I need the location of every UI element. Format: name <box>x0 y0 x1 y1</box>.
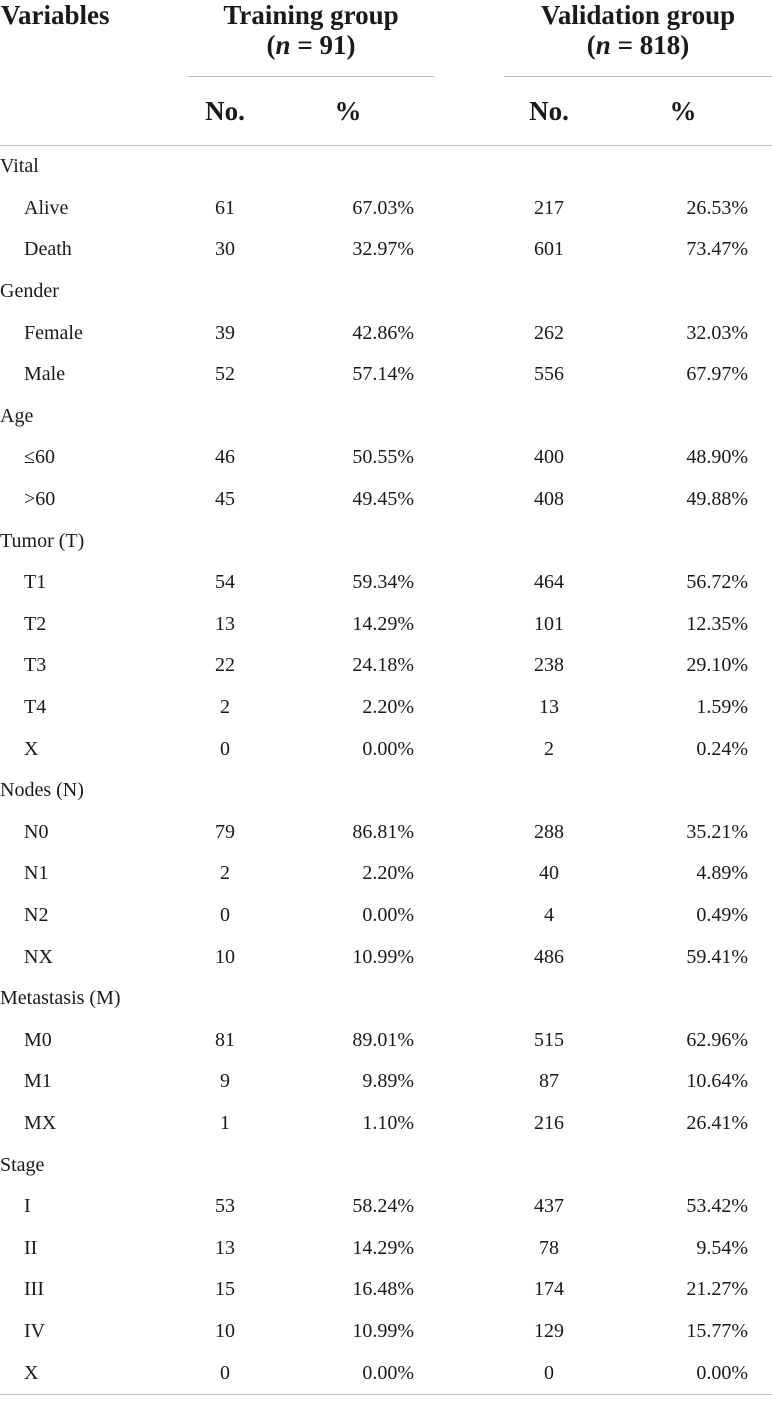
header-gap <box>434 0 504 77</box>
row-label: N0 <box>24 820 49 843</box>
training-no-cell: 61 <box>215 196 235 219</box>
training-no-cell: 1 <box>220 1111 230 1134</box>
gap-cell <box>434 229 504 271</box>
validation-no-cell: 437 <box>534 1195 564 1218</box>
validation-no-cell: 217 <box>534 196 564 219</box>
validation-no-cell: 40 <box>539 862 559 885</box>
training-no-cell: 2 <box>220 696 230 719</box>
validation-no-cell: 216 <box>534 1111 564 1134</box>
training-no-cell: 13 <box>215 612 235 635</box>
section-title: Metastasis (M) <box>0 987 121 1010</box>
validation-no-cell: 556 <box>534 363 564 386</box>
training-pct-cell: 0.00% <box>362 737 414 760</box>
gap-cell <box>434 479 504 521</box>
training-group-title: Training group <box>223 0 399 30</box>
training-pct-cell: 10.99% <box>352 945 414 968</box>
validation-pct-cell: 73.47% <box>686 238 749 261</box>
gap-cell <box>434 188 504 230</box>
table-row <box>0 188 772 230</box>
validation-pct-cell: 56.72% <box>686 571 749 594</box>
training-group-n: (n = 91) <box>266 30 356 60</box>
validation-no-cell: 238 <box>534 654 564 677</box>
section-header-row <box>0 978 772 1020</box>
row-label: X <box>0 1352 188 1394</box>
gap-cell <box>434 1227 504 1269</box>
gap-cell <box>434 1103 504 1145</box>
training-pct-cell: 86.81% <box>352 820 414 843</box>
row-label: M1 <box>24 1070 52 1093</box>
section-header-row <box>0 1144 772 1186</box>
gap-cell <box>434 687 504 729</box>
validation-no-cell: 4 <box>544 903 554 926</box>
table-row <box>0 1186 772 1228</box>
gap-cell <box>434 1019 504 1061</box>
gap-cell <box>434 1269 504 1311</box>
training-group-header <box>188 0 434 77</box>
row-label: MX <box>24 1111 57 1134</box>
validation-no-cell: 400 <box>534 446 564 469</box>
row-label: Alive <box>24 196 69 219</box>
section-title: Stage <box>0 1153 45 1176</box>
table-row <box>0 1103 772 1145</box>
table-body <box>0 146 772 1395</box>
validation-pct-cell: 0.24% <box>696 737 749 760</box>
gap-cell <box>434 853 504 895</box>
row-label: NX <box>24 945 53 968</box>
training-no-cell: 30 <box>215 238 235 261</box>
row-label: Death <box>24 238 72 261</box>
training-pct-cell: 0.00% <box>262 1352 434 1394</box>
table-row <box>0 895 772 937</box>
validation-no-cell: 78 <box>539 1236 559 1259</box>
table-row <box>0 645 772 687</box>
training-no-cell: 15 <box>215 1278 235 1301</box>
row-label: X <box>24 737 39 760</box>
validation-n-symbol: n <box>595 30 611 60</box>
gap-cell <box>434 812 504 854</box>
training-n-value: = 91) <box>297 30 356 60</box>
training-no-cell: 53 <box>215 1195 235 1218</box>
validation-pct-cell: 15.77% <box>686 1319 749 1342</box>
table-row <box>0 312 772 354</box>
training-pct-cell: 10.99% <box>352 1319 414 1342</box>
validation-no-cell: 515 <box>534 1028 564 1051</box>
row-label: T2 <box>24 612 47 635</box>
header-blank <box>0 77 188 146</box>
training-no-cell: 39 <box>215 321 235 344</box>
validation-no-cell: 408 <box>534 488 564 511</box>
training-no-cell: 81 <box>215 1028 235 1051</box>
row-label: T1 <box>24 571 47 594</box>
section-header-row <box>0 396 772 438</box>
section-header-row <box>0 520 772 562</box>
validation-pct-cell: 67.97% <box>686 363 749 386</box>
gap-cell <box>434 1311 504 1353</box>
gap-cell <box>434 1186 504 1228</box>
training-no-cell: 22 <box>215 654 235 677</box>
section-title: Tumor (T) <box>0 529 85 552</box>
section-title: Gender <box>0 280 59 303</box>
validation-pct-cell: 48.90% <box>686 446 749 469</box>
training-pct-cell: 14.29% <box>352 612 414 635</box>
training-no-cell: 52 <box>215 363 235 386</box>
gap-cell <box>434 895 504 937</box>
training-no-header: No. <box>188 77 262 146</box>
training-pct-cell: 89.01% <box>352 1028 414 1051</box>
row-label: Male <box>24 363 66 386</box>
table-row <box>0 1352 772 1394</box>
validation-no-cell: 486 <box>534 945 564 968</box>
validation-no-cell: 288 <box>534 820 564 843</box>
training-n-symbol: n <box>275 30 291 60</box>
row-label: ≤60 <box>24 446 55 469</box>
section-header-row <box>0 271 772 313</box>
header-row-columns <box>0 77 772 146</box>
section-title: Vital <box>0 155 39 178</box>
row-label: II <box>24 1236 38 1259</box>
table-row <box>0 728 772 770</box>
gap-cell <box>434 645 504 687</box>
table-row <box>0 1269 772 1311</box>
validation-no-cell: 0 <box>504 1352 594 1394</box>
validation-no-cell: 262 <box>534 321 564 344</box>
table-row <box>0 1311 772 1353</box>
validation-group-header <box>504 0 772 77</box>
validation-pct-cell: 1.59% <box>696 696 749 719</box>
gap-cell <box>434 437 504 479</box>
validation-pct-cell: 26.41% <box>686 1111 749 1134</box>
validation-no-cell: 87 <box>539 1070 559 1093</box>
table-header <box>0 0 772 146</box>
table-row <box>0 853 772 895</box>
validation-no-cell: 129 <box>534 1319 564 1342</box>
validation-no-cell: 601 <box>534 238 564 261</box>
table-row <box>0 229 772 271</box>
row-label: T3 <box>24 654 47 677</box>
section-title: Nodes (N) <box>0 779 84 802</box>
row-label: M0 <box>24 1028 52 1051</box>
validation-group-n: (n = 818) <box>586 30 690 60</box>
row-label: Female <box>24 321 83 344</box>
table-row <box>0 437 772 479</box>
training-pct-header: % <box>262 77 434 146</box>
validation-pct-cell: 21.27% <box>686 1278 749 1301</box>
training-no-cell: 10 <box>215 945 235 968</box>
table-row <box>0 562 772 604</box>
validation-pct-cell: 49.88% <box>686 488 749 511</box>
section-header-row <box>0 770 772 812</box>
row-label: III <box>24 1278 44 1301</box>
row-label: T4 <box>24 696 47 719</box>
gap-cell <box>434 1061 504 1103</box>
gap-cell <box>434 312 504 354</box>
table-row <box>0 354 772 396</box>
gap-cell <box>434 728 504 770</box>
validation-no-cell: 464 <box>534 571 564 594</box>
training-pct-cell: 2.20% <box>362 862 414 885</box>
validation-n-value: = 818) <box>617 30 690 60</box>
training-no-cell: 0 <box>188 1352 262 1394</box>
validation-pct-cell: 53.42% <box>686 1195 749 1218</box>
table-row <box>0 936 772 978</box>
gap-cell <box>434 1352 504 1394</box>
header-row-groups <box>0 0 772 77</box>
training-pct-cell: 42.86% <box>352 321 414 344</box>
validation-pct-cell: 62.96% <box>686 1028 749 1051</box>
training-pct-cell: 58.24% <box>352 1195 414 1218</box>
section-header-row <box>0 146 772 188</box>
gap-cell <box>434 604 504 646</box>
gap-cell <box>434 936 504 978</box>
training-pct-cell: 50.55% <box>352 446 414 469</box>
training-no-cell: 13 <box>215 1236 235 1259</box>
training-no-cell: 54 <box>215 571 235 594</box>
validation-no-cell: 174 <box>534 1278 564 1301</box>
training-no-cell: 46 <box>215 446 235 469</box>
validation-pct-cell: 9.54% <box>696 1236 749 1259</box>
header-gap-2 <box>434 77 504 146</box>
validation-pct-cell: 35.21% <box>686 820 749 843</box>
training-pct-cell: 67.03% <box>352 196 414 219</box>
validation-no-cell: 101 <box>534 612 564 635</box>
validation-pct-cell: 26.53% <box>686 196 749 219</box>
training-no-cell: 2 <box>220 862 230 885</box>
validation-pct-cell: 29.10% <box>686 654 749 677</box>
training-no-cell: 0 <box>220 737 230 760</box>
training-no-cell: 10 <box>215 1319 235 1342</box>
row-label: IV <box>24 1319 46 1342</box>
row-label: N2 <box>24 903 49 926</box>
training-no-cell: 0 <box>220 903 230 926</box>
table-row <box>0 812 772 854</box>
training-pct-cell: 59.34% <box>352 571 414 594</box>
validation-no-header: No. <box>504 77 594 146</box>
validation-no-cell: 2 <box>544 737 554 760</box>
validation-no-cell: 13 <box>539 696 559 719</box>
table-row <box>0 1061 772 1103</box>
validation-pct-cell: 4.89% <box>696 862 749 885</box>
row-label: N1 <box>24 862 49 885</box>
validation-pct-cell: 32.03% <box>686 321 749 344</box>
table-row <box>0 1019 772 1061</box>
training-pct-cell: 57.14% <box>352 363 414 386</box>
validation-pct-header: % <box>594 77 772 146</box>
validation-pct-cell: 0.49% <box>696 903 749 926</box>
gap-cell <box>434 354 504 396</box>
table-row <box>0 604 772 646</box>
table-row <box>0 687 772 729</box>
table-row <box>0 1227 772 1269</box>
validation-pct-cell: 0.00% <box>594 1352 772 1394</box>
validation-group-title: Validation group <box>540 0 736 30</box>
gap-cell <box>434 562 504 604</box>
table-row <box>0 479 772 521</box>
training-pct-cell: 14.29% <box>352 1236 414 1259</box>
training-pct-cell: 0.00% <box>362 903 414 926</box>
validation-pct-cell: 10.64% <box>686 1070 749 1093</box>
training-pct-cell: 9.89% <box>362 1070 414 1093</box>
training-pct-cell: 16.48% <box>352 1278 414 1301</box>
training-pct-cell: 49.45% <box>352 488 414 511</box>
row-label: I <box>24 1195 31 1218</box>
training-pct-cell: 32.97% <box>352 238 414 261</box>
training-pct-cell: 1.10% <box>362 1111 414 1134</box>
section-title: Age <box>0 404 34 427</box>
variables-header: Variables <box>1 0 110 30</box>
training-pct-cell: 24.18% <box>352 654 414 677</box>
validation-pct-cell: 12.35% <box>686 612 749 635</box>
training-no-cell: 79 <box>215 820 235 843</box>
row-label: >60 <box>24 488 56 511</box>
training-no-cell: 45 <box>215 488 235 511</box>
validation-pct-cell: 59.41% <box>686 945 749 968</box>
training-pct-cell: 2.20% <box>362 696 414 719</box>
training-no-cell: 9 <box>220 1070 230 1093</box>
